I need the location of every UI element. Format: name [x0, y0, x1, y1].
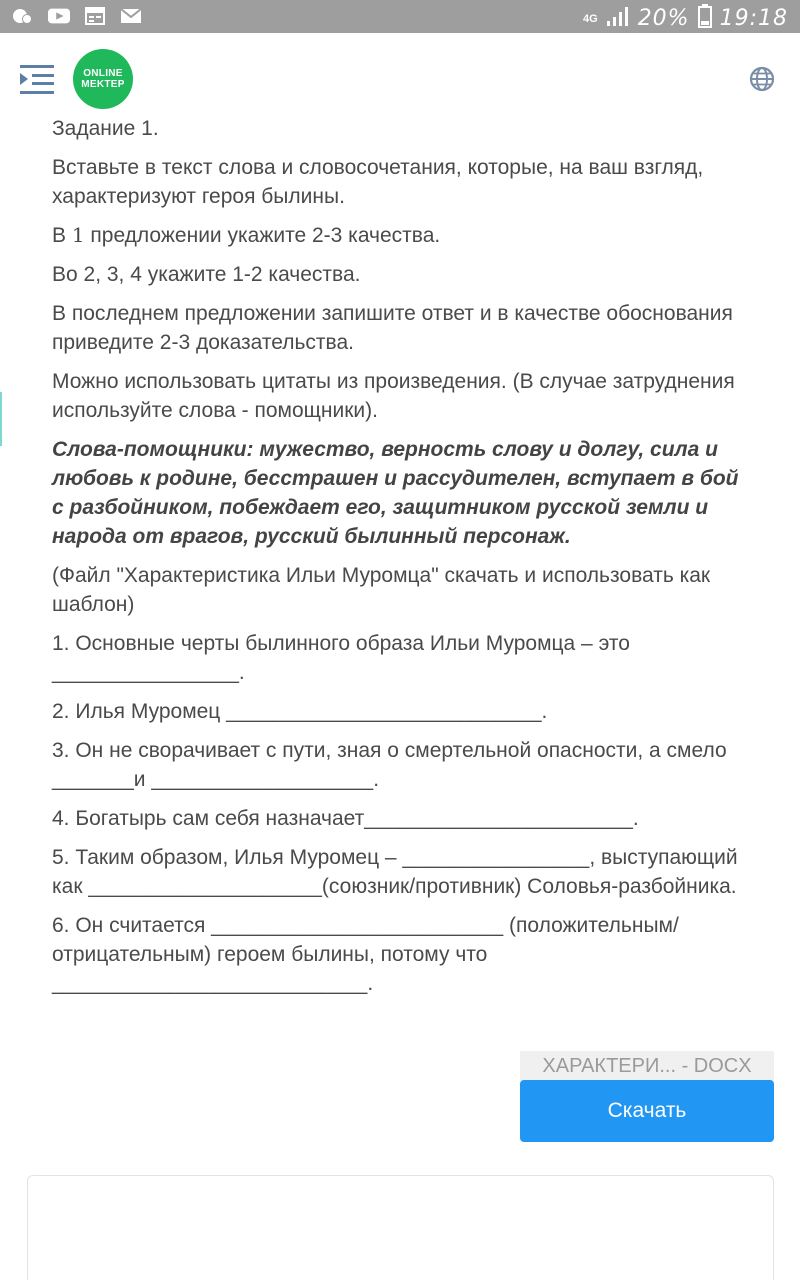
sentence-3: 3. Он не сворачивает с пути, зная о смертельной опасности, а смело _______и ___________________. — [52, 739, 727, 791]
sentence-5: 5. Таким образом, Илья Муромец – ________________, выступающий как ____________________(союзник/противник) Соловья-разбойника. — [52, 846, 738, 898]
instruction-2-post: предложении укажите 2-3 качества. — [84, 224, 441, 247]
battery-icon — [698, 4, 712, 33]
instruction-2-pre: В — [52, 224, 72, 247]
logo-line-1: ONLINE — [83, 68, 123, 79]
instruction-3: Во 2, 3, 4 укажите 1-2 качества. — [52, 263, 361, 286]
helper-words: Слова-помощники: мужество, верность слову и долгу, сила и любовь к родине, бесстрашен и рассудителен, вступает в бой с разбойником, побеждает его, защитником русской земли и народа от врагов, русский былинный персонаж. — [52, 438, 739, 548]
notification-icon — [12, 6, 34, 26]
status-right — [583, 4, 788, 33]
sentence-4: 4. Богатырь сам себя назначает_______________________. — [52, 807, 639, 830]
globe-icon[interactable] — [749, 66, 775, 92]
youtube-icon — [48, 6, 70, 26]
sentence-1: 1. Основные черты былинного образа Ильи Муромца – это ________________. — [52, 632, 630, 684]
sentence-6: 6. Он считается _________________________ (положительным/отрицательным) героем былины, потому что ___________________________. — [52, 914, 679, 995]
instruction-5: Можно использовать цитаты из произведения. (В случае затруднения используйте слова - помощники). — [52, 370, 735, 422]
instruction-4: В последнем предложении запишите ответ и в качестве обоснования приведите 2-3 доказательства. — [52, 302, 733, 354]
task-title: Задание 1. — [52, 117, 159, 140]
signal-icon — [606, 5, 630, 32]
answer-box[interactable] — [27, 1175, 774, 1280]
file-note: (Файл "Характеристика Ильи Муромца" скачать и использовать как шаблон) — [52, 564, 711, 616]
instruction-1: Вставьте в текст слова и словосочетания, которые, на ваш взгляд, характеризуют героя былины. — [52, 156, 704, 208]
sentence-2: 2. Илья Муромец ___________________________. — [52, 700, 548, 723]
attachment-file-name[interactable]: ХАРАКТЕРИ... - DOCX — [520, 1051, 774, 1081]
app-header — [0, 33, 800, 125]
side-marker — [0, 392, 2, 446]
task-content — [52, 114, 752, 1008]
battery-percent: 20% — [637, 6, 690, 31]
menu-icon[interactable] — [20, 63, 54, 95]
calendar-icon — [84, 6, 106, 26]
instruction-2 — [52, 221, 752, 250]
status-notifications — [12, 6, 142, 26]
network-type: 4G — [583, 12, 598, 25]
download-button[interactable]: Скачать — [520, 1080, 774, 1142]
logo-line-2: MEKTEP — [81, 79, 125, 90]
clock: 19:18 — [719, 6, 788, 31]
online-mektep-logo[interactable] — [73, 49, 133, 109]
mail-icon — [120, 6, 142, 26]
status-bar — [0, 0, 800, 33]
instruction-2-num: 1 — [71, 223, 85, 247]
